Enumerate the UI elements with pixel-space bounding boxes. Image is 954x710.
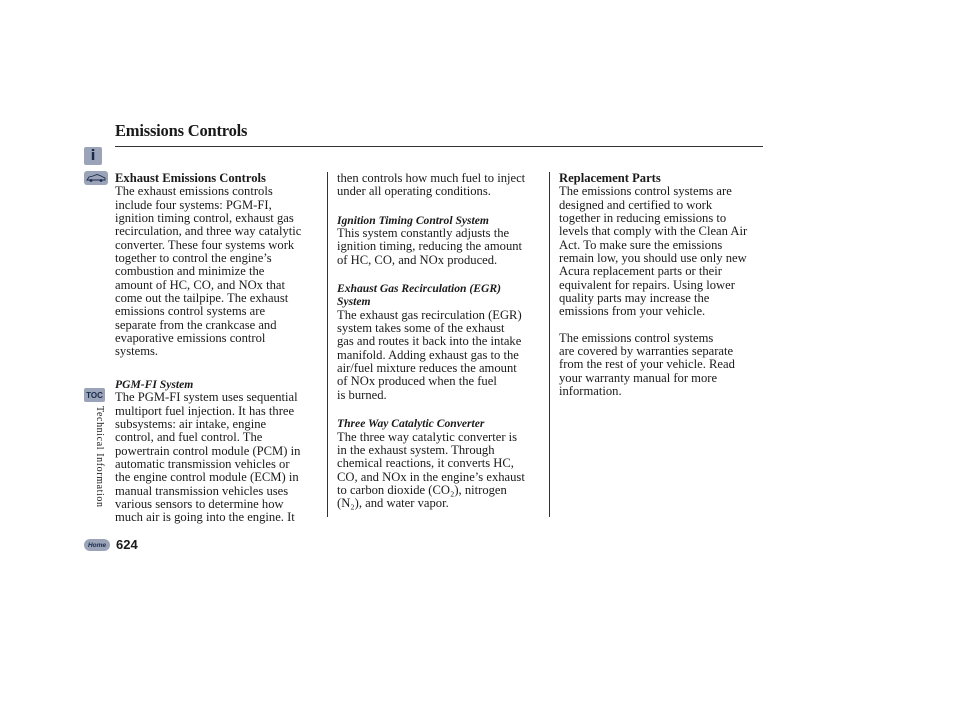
paragraph: This system constantly adjusts the ignition timing, reducing the amount of HC, CO, and NOx produced. [337, 226, 523, 267]
paragraph: The exhaust gas recirculation (EGR) system takes some of the exhaust gas and routes it back into the intake manifold. Adding exhaust gas to the air/fuel mixture reduces the amount of NOx produced when the fuel is burned. [337, 307, 522, 402]
paragraph: The emissions control systems are covered by warranties separate from the rest of your vehicle. Read your warranty manual for more information. [559, 330, 735, 399]
paragraph: The exhaust emissions controls include four systems: PGM-FI, ignition timing control, exhaust gas recirculation, and three way catalytic converter. These four systems work together to control the engine’s combustion and minimize the amount of HC, CO, and NOx that come out the tailpipe. The exhaust emissions control systems are separate from the crankcase and evaporative emissions control systems. [115, 184, 302, 359]
paragraph: then controls how much fuel to inject under all operating conditions. [337, 171, 526, 199]
page-number: 624 [116, 537, 138, 552]
subheading-pgm-fi: PGM-FI System [115, 377, 194, 391]
paragraph: The PGM-FI system uses sequential multiport fuel injection. It has three subsystems: air intake, engine control, and fuel control. The powertrain control module (PCM) in automatic transmission vehicles or the engine control module (ECM) in manual transmission vehicles uses various sensors to determine how much air is going into the engine. It [115, 390, 301, 525]
column-1 [115, 172, 321, 525]
subheading-egr: Exhaust Gas Recirculation (EGR) System [337, 282, 501, 309]
paragraph: The three way catalytic converter is in the exhaust system. Through chemical reactions, it converts HC, CO, and NOx in the engine’s exhaust to carbon dioxide (CO₂), nitrogen (N₂), and water vapor. [337, 429, 525, 511]
home-button[interactable]: Home [84, 539, 110, 551]
subheading-catalytic-converter: Three Way Catalytic Converter [337, 417, 485, 431]
section-heading-exhaust-emissions: Exhaust Emissions Controls [115, 171, 266, 185]
section-tab-technical-information[interactable]: Technical Information [94, 406, 105, 508]
column-divider [327, 172, 328, 517]
column-2 [337, 172, 543, 511]
section-heading-replacement-parts: Replacement Parts [559, 171, 661, 185]
column-divider [549, 172, 550, 517]
info-icon[interactable]: i [84, 147, 102, 165]
car-icon-graphic [86, 173, 106, 183]
page-title: Emissions Controls [115, 121, 248, 140]
paragraph: The emissions control systems are designed and certified to work together in reducing emissions to levels that comply with the Clean Air Act. To make sure the emissions remain low, you should use only new Acura replacement parts or their equivalent for repairs. Using lower quality parts may increase the emissions from your vehicle. [559, 184, 748, 319]
toc-button[interactable]: TOC [84, 388, 105, 402]
title-divider [115, 146, 763, 147]
column-3 [559, 172, 763, 399]
subheading-ignition-timing: Ignition Timing Control System [337, 213, 489, 227]
car-icon[interactable] [84, 171, 108, 185]
